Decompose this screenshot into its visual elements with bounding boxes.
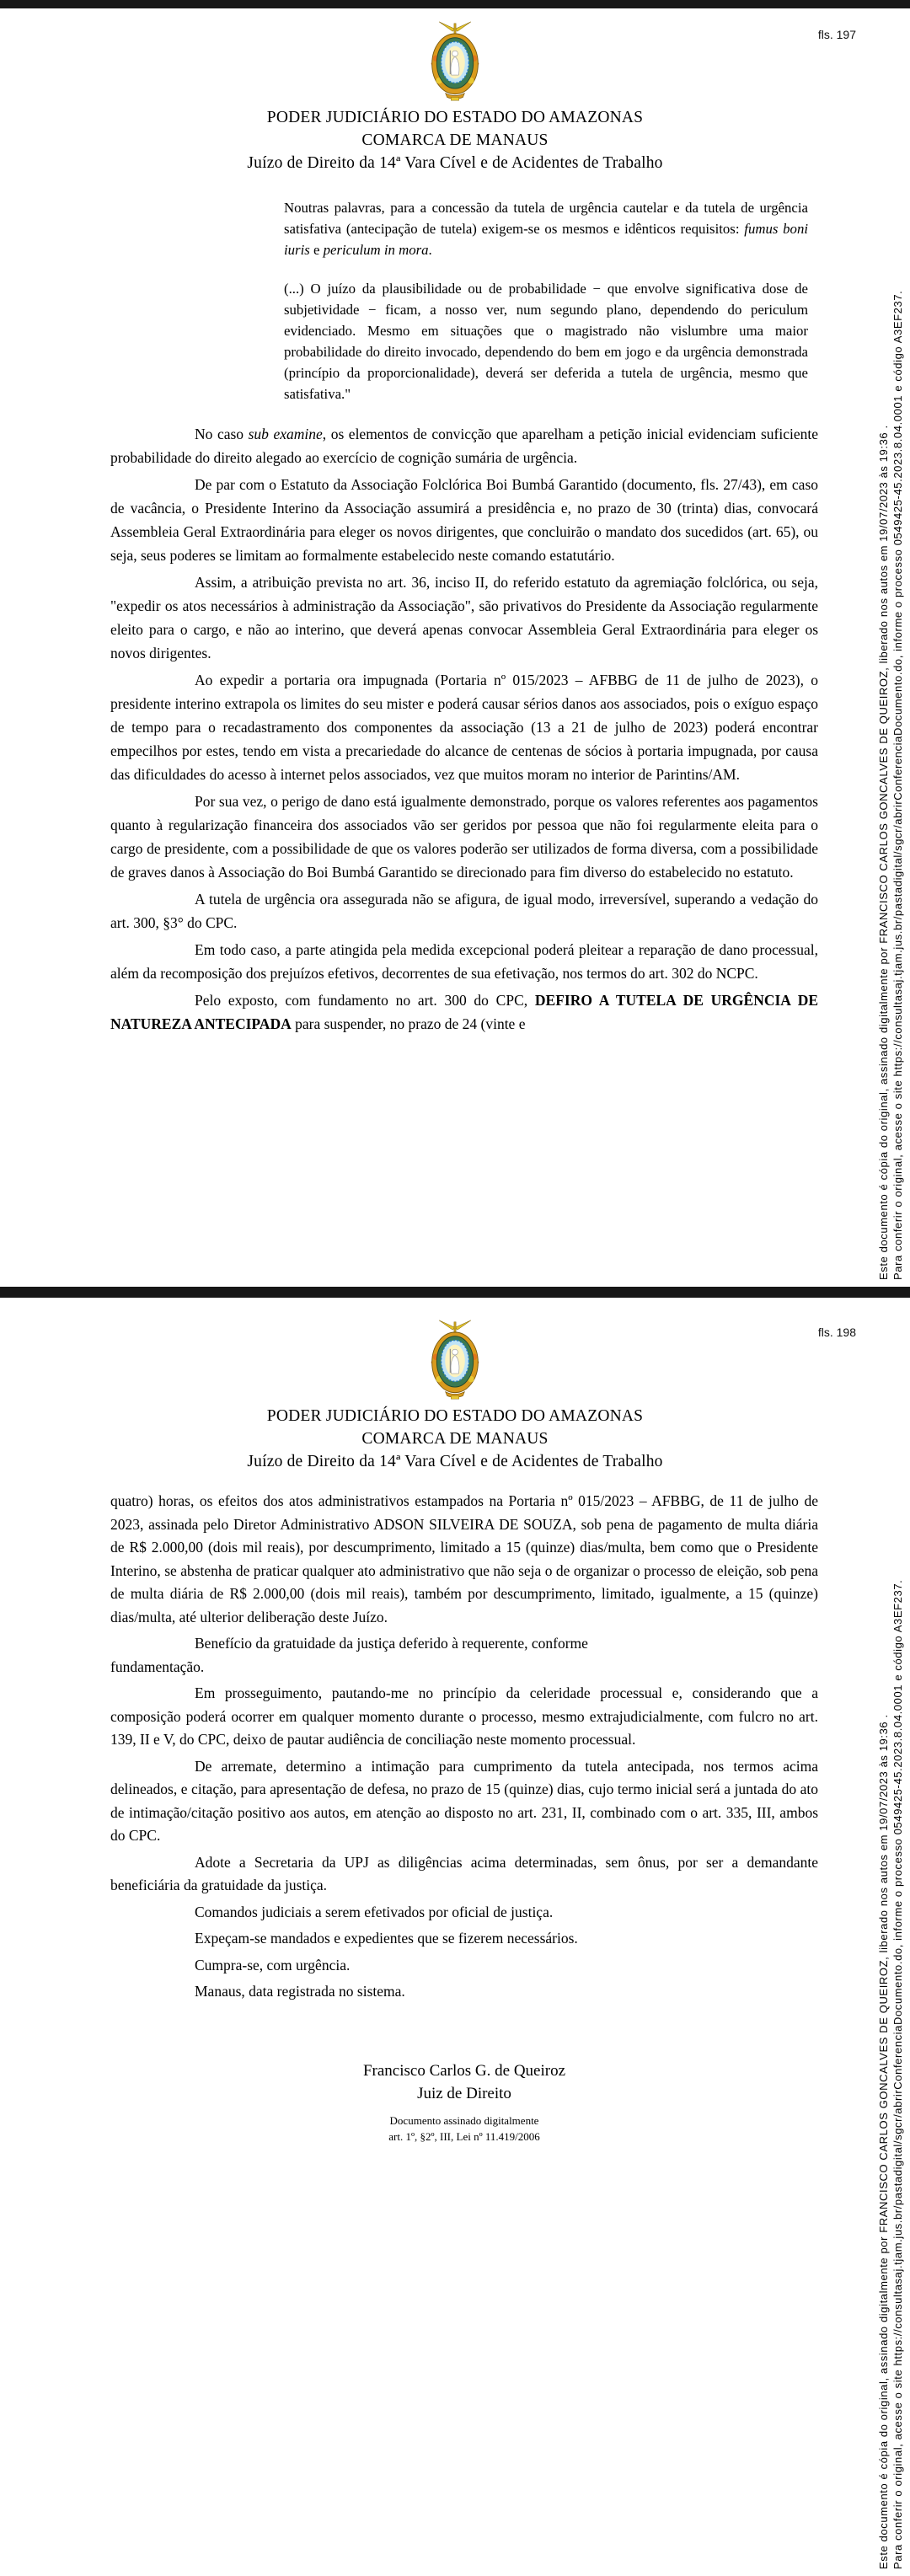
paragraph: Por sua vez, o perigo de dano está igualmente demonstrado, porque os valores referentes aos pagamentos quanto à regularização financeira dos associados vão ser geridos por pessoa que não foi regularmente eleita para o cargo de presidente, com a possibilidade de que os valores poderão ser utilizados de forma diversa, com a possibilidade de graves danos à Associação do Boi Bumbá Garantido se direcionado para fim diverso do estabelecido no estatuto. [110, 793, 818, 881]
court-district: COMARCA DE MANAUS [361, 1430, 549, 1448]
paragraph: No caso sub examine, os elementos de convicção que aparelham a petição inicial evidenciam suficiente probabilidade do direito alegado ao exercício de cognição sumária de urgência. [110, 426, 818, 466]
court-name: PODER JUDICIÁRIO DO ESTADO DO AMAZONAS [266, 1407, 644, 1425]
court-name: PODER JUDICIÁRIO DO ESTADO DO AMAZONAS [266, 109, 644, 126]
paragraph: Assim, a atribuição prevista no art. 36, inciso II, do referido estatuto da agremiação folclórica, ou seja, "expedir os atos necessários à administração da Associação", são privativos do Presidente da Associação regularmente eleito para o cargo, e não ao interino, que deverá apenas convocar Assembleia Geral Extraordinária para eleger os novos dirigentes. [110, 574, 818, 661]
digital-certification-sidebar [876, 75, 907, 1280]
paragraph: Comandos judiciais a serem efetivados por oficial de justiça. [195, 1903, 554, 1920]
signature-law-note: art. 1º, §2º, III, Lei nº 11.419/2006 [388, 2129, 540, 2143]
court-header [0, 8, 910, 174]
court-branch: Juízo de Direito da 14ª Vara Cível e de Acidentes de Trabalho [247, 154, 663, 172]
digital-certification-sidebar [876, 1364, 907, 2569]
court-district: COMARCA DE MANAUS [361, 131, 549, 149]
document-page-1 [0, 8, 910, 1287]
paragraph: Cumpra-se, com urgência. [195, 1956, 351, 1974]
decision-body-text [110, 422, 818, 1036]
doctrine-quote-block [284, 197, 808, 404]
page-separator-bar [0, 1287, 910, 1298]
paragraph: Pelo exposto, com fundamento no art. 300 do CPC, DEFIRO A TUTELA DE URGÊNCIA DE NATUREZA ANTECIPADA para suspender, no prazo de 24 (vinte e [110, 992, 819, 1032]
paragraph: Em prosseguimento, pautando-me no princípio da celeridade processual e, considerando que a composição poderá ocorrer em qualquer momento durante o processo, mesmo extrajudicialmente, com fulcro no art. 139, II e V, do CPC, deixo de pautar audiência de conciliação neste momento processual. [110, 1684, 818, 1748]
certification-line-signed: Este documento é cópia do original, assinado digitalmente por FRANCISCO CARLOS GONCALVES DE QUEIROZ, liberado nos autos em 19/07/2023 às 19:36 . [877, 1714, 890, 2569]
page-content [110, 197, 818, 1036]
judge-role: Juiz de Direito [417, 2084, 511, 2102]
decision-body-text [110, 1490, 818, 2004]
paragraph: Adote a Secretaria da UPJ as diligências acima determinadas, sem ônus, por ser a demandante beneficiária da gratuidade da justiça. [110, 1853, 818, 1893]
paragraph: De par com o Estatuto da Associação Folclórica Boi Bumbá Garantido (documento, fls. 27/43), em caso de vacância, o Presidente Interino da Associação assumirá a presidência e, no prazo de 30 (trinta) dias, convocará Assembleia Geral Extraordinária para eleger os novos dirigentes, que concluirão o mandato dos sucedidos (art. 65), ou seja, seus poderes se limitam ao formalmente estabelecido neste comando estatutário. [110, 476, 818, 564]
paragraph: De arremate, determino a intimação para cumprimento da tutela antecipada, nos termos acima delineados, e citação, para apresentação de defesa, no prazo de 15 (quinze) dias, cujo termo inicial será a juntada do ato de intimação/citação positivo aos autos, em atenção ao disposto no art. 231, II, combinado com o art. 335, III, ambos do CPC. [110, 1757, 818, 1844]
paragraph: (...) O juízo da plausibilidade ou de probabilidade − que envolve significativa dose de subjetividade − ficam, a nosso ver, num segundo plano, dependendo do periculum evidenciado. Mesmo em situações que o magistrado não vislumbre uma maior probabilidade do direito invocado, dependendo do bem em jogo e da urgência demonstrada (princípio da proporcionalidade), deverá ser deferida a tutela de urgência, mesmo que satisfativa." [284, 281, 808, 402]
signature-note: Documento assinado digitalmente [389, 2113, 539, 2127]
document-page-2 [0, 1298, 910, 2576]
judge-name: Francisco Carlos G. de Queiroz [362, 2061, 566, 2080]
folio-number: fls. 198 [817, 1325, 856, 1339]
certification-line-verify: Para conferir o original, acesse o site https://consultasaj.tjam.jus.br/pastadigital/sgcr/abrirConferenciaDocumento.do, informe o processo 0549425-45.2023.8.04.0001 e código A3EF237. [891, 290, 904, 1280]
viewer-top-bar [0, 0, 910, 8]
amazonas-coat-of-arms-icon [429, 1319, 481, 1401]
paragraph: quatro) horas, os efeitos dos atos administrativos estampados na Portaria nº 015/2023 – AFBBG, de 11 de julho de 2023, assinada pelo Diretor Administrativo ADSON SILVEIRA DE SOUZA, sob pena de pagamento de multa diária de R$ 2.000,00 (dois mil reais), por descumprimento, limitado a 15 (quinze) dias/multa, bem como que o Presidente Interino, se abstenha de praticar qualquer ato administrativo que não seja o de organizar o processo de eleição, sob pena de multa diária de R$ 2.000,00 (dois mil reais), também por descumprimento, limitado, igualmente, a 15 (quinze) dias/multa, até ulterior deliberação deste Juízo. [110, 1492, 818, 1625]
page-content [110, 1490, 818, 2145]
paragraph: Expeçam-se mandados e expedientes que se fizerem necessários. [195, 1930, 578, 1947]
amazonas-coat-of-arms-icon [429, 20, 481, 103]
digital-signature-notes [110, 2113, 818, 2145]
certification-line-verify: Para conferir o original, acesse o site https://consultasaj.tjam.jus.br/pastadigital/sgcr/abrirConferenciaDocumento.do, informe o processo 0549425-45.2023.8.04.0001 e código A3EF237. [891, 1579, 904, 2569]
court-header [0, 1298, 910, 1473]
signature-block [110, 2059, 818, 2145]
court-branch: Juízo de Direito da 14ª Vara Cível e de Acidentes de Trabalho [247, 1453, 663, 1470]
paragraph: Manaus, data registrada no sistema. [195, 1983, 405, 2000]
paragraph: A tutela de urgência ora assegurada não se afigura, de igual modo, irreversível, superando a vedação do art. 300, §3° do CPC. [110, 891, 818, 931]
paragraph: Em todo caso, a parte atingida pela medida excepcional poderá pleitear a reparação de dano processual, além da recomposição dos prejuízos efetivos, decorrentes de sua efetivação, nos termos do art. 302 do NCPC. [110, 941, 818, 982]
folio-number: fls. 197 [817, 28, 856, 41]
paragraph: Noutras palavras, para a concessão da tutela de urgência cautelar e da tutela de urgência satisfativa (antecipação de tutela) exigem-se os mesmos e idênticos requisitos: fumus boni iuris e periculum in mora. [284, 200, 809, 258]
certification-line-signed: Este documento é cópia do original, assinado digitalmente por FRANCISCO CARLOS GONCALVES DE QUEIROZ, liberado nos autos em 19/07/2023 às 19:36 . [877, 425, 890, 1280]
paragraph: Benefício da gratuidade da justiça deferido à requerente, conforme fundamentação. [110, 1635, 588, 1675]
paragraph: Ao expedir a portaria ora impugnada (Portaria nº 015/2023 – AFBBG de 11 de julho de 2023), o presidente interino extrapola os limites do seu mister e poderá causar sérios danos aos associados, pois o exíguo espaço de tempo para o recadastramento dos componentes da associação (13 a 21 de julho de 2023) poderá encontrar empecilhos por estes, tendo em vista a precariedade do alcance de centenas de sócios à portaria impugnada, por causa das dificuldades do acesso à internet pelos associados, vez que muitos moram no interior de Parintins/AM. [110, 672, 818, 783]
